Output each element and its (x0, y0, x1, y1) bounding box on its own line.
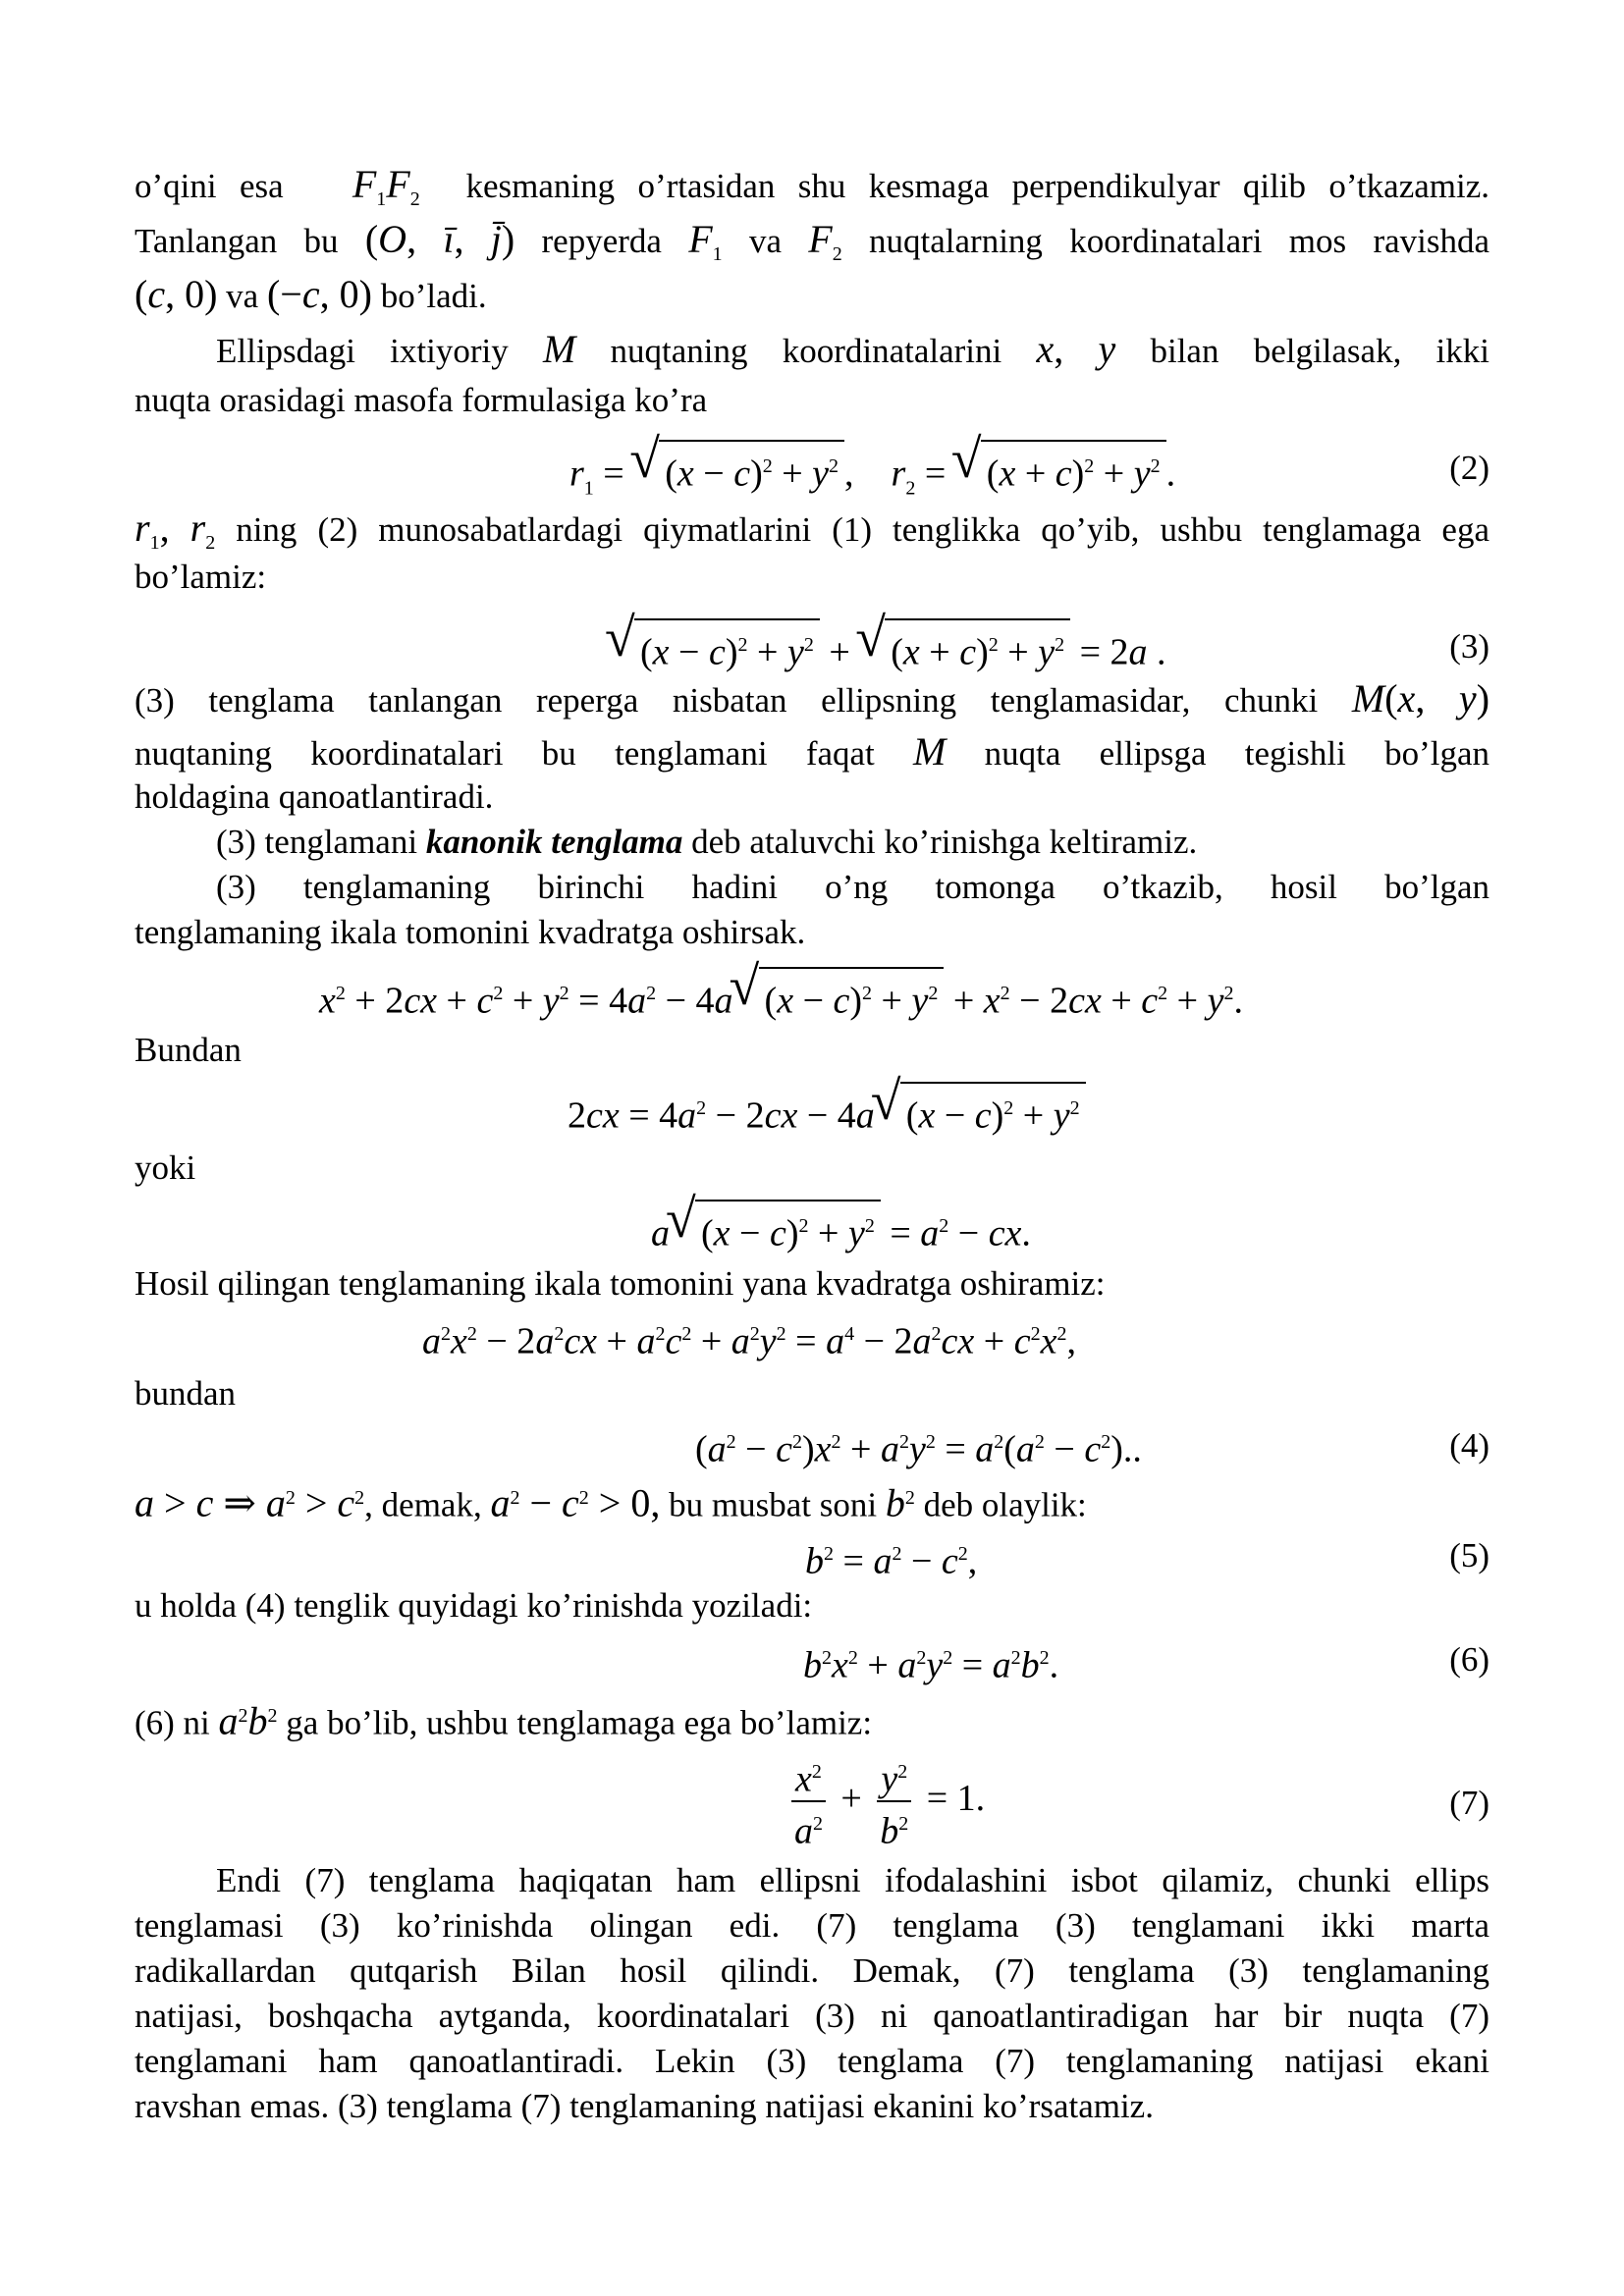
equation-yoki: a√ $(x - c)^2 + y^2 = a^2$ − cx. (651, 1200, 1031, 1255)
text-line: Hosil qilingan tenglamaning ikala tomonini yana kvadratga oshiramiz: (135, 1264, 1106, 1303)
equation-number: (2) (1449, 449, 1489, 487)
equation-3: √ $(x - c)^2 + y^2$ + √ $(x + c)^2 + y^2 = 2a$ . (609, 618, 1166, 673)
text-line: bundan (135, 1374, 237, 1413)
text-line: Tanlangan bu (O, ī, j̄) repyerda $F_1$ va $F_2$ nuqtalarning koordinatalari mos ravishda (135, 217, 1490, 265)
text-line: $r_1$, $r_2$ ning (2) munosabatlardagi qiymatlarini (1) tenglikka qo’yib, ushbu tenglamaga ega (135, 506, 1489, 554)
equation-number: (5) (1449, 1536, 1489, 1575)
text-line: u holda (4) tenglik quyidagi ko’rinishda yoziladi: (135, 1586, 813, 1625)
text-line: tenglamasi (3) ko’rinishda olingan edi. (7) tenglama (3) tenglamani ikki marta (135, 1906, 1489, 1945)
equation-2: $r_1$ = √ $(x - c)^2 + y^2$ , $r_2$ = √ $(x + c)^2 + y^2$ . (569, 440, 1175, 495)
text-line: nuqtaning koordinatalari bu tenglamani faqat M nuqta ellipsga tegishli bo’lgan (135, 729, 1489, 774)
text-line: o’qini esa $F_1F_2$ kesmaning o’rtasidan shu kesmaga perpendikulyar qilib o’tkazamiz. (135, 162, 1489, 210)
equation-7: $\frac{x^2}{a^2}$ + $\frac{y^2}{b^2}$ = 1. (785, 1749, 985, 1847)
text-line: natijasi, boshqacha aytganda, koordinatalari (3) ni qanoatlantiradigan har bir nuqta (7) (135, 1997, 1489, 2035)
text-line: Endi (7) tenglama haqiqatan ham ellipsni ifodalashini isbot qilamiz, chunki ellips (216, 1861, 1489, 1899)
equation-number: (6) (1449, 1640, 1489, 1679)
text-line: a > c ⇒ $a^2 > c^2$, demak, $a^2 - c^2 > 0$, bu musbat soni $b^2$ deb olaylik: (135, 1480, 1087, 1525)
text-line: Ellipsdagi ixtiyoriy M nuqtaning koordinatalarini x, y bilan belgilasak, ikki (216, 327, 1490, 371)
text-line: ravshan emas. (3) tenglama (7) tenglamaning natijasi ekanini ko’rsatamiz. (135, 2087, 1154, 2125)
text-line: yoki (135, 1148, 196, 1187)
equation-number: (4) (1449, 1426, 1489, 1465)
text-line: tenglamani ham qanoatlantiradi. Lekin (3) tenglama (7) tenglamaning natijasi ekani (135, 2042, 1489, 2080)
text-line: holdagina qanoatlantiradi. (135, 777, 494, 816)
text-line: (3) tenglamani kanonik tenglama deb ataluvchi ko’rinishga keltiramiz. (216, 823, 1198, 861)
equation-4: $(a^2 - c^2)x^2 + a^2y^2 = a^2(a^2 - c^2)$.. (695, 1428, 1142, 1470)
text-line: nuqta orasidagi masofa formulasiga ko’ra (135, 381, 708, 419)
text-line: (3) tenglama tanlangan reperga nisbatan ellipsning tenglamasidar, chunki M(x, y) (135, 676, 1490, 721)
equation-expanded: $x^2 + 2cx + c^2 + y^2 = 4a^2 - 4a√$ $(x - c)^2 + y^2 + x^2 - 2cx + c^2 + y^2$. (319, 967, 1243, 1022)
text-line: tenglamaning ikala tomonini kvadratga oshirsak. (135, 913, 806, 951)
equation-bundan: $2cx = 4a^2 - 2cx - 4a√$ $(x - c)^2 + y^2$ (568, 1082, 1086, 1137)
equation-number: (3) (1449, 627, 1489, 666)
text-line: radikallardan qutqarish Bilan hosil qilindi. Demak, (7) tenglama (3) tenglamaning (135, 1951, 1489, 1990)
text-line: (6) ni $a^2b^2$ ga bo’lib, ushbu tenglamaga ega bo’lamiz: (135, 1698, 873, 1743)
text-line: bo’lamiz: (135, 558, 267, 596)
text-line: (c, 0) va (−c, 0) bo’ladi. (135, 272, 487, 316)
text-line: (3) tenglamaning birinchi hadini o’ng tomonga o’tkazib, hosil bo’lgan (216, 868, 1489, 906)
equation-6: $b^2x^2 + a^2y^2 = a^2b^2$. (803, 1644, 1059, 1686)
equation-5: $b^2 = a^2 - c^2$, (805, 1540, 978, 1582)
text-line: Bundan (135, 1031, 242, 1069)
equation-squared: $a^2x^2 - 2a^2cx + a^2c^2 + a^2y^2 = a^4 - 2a^2cx + c^2x^2$, (422, 1320, 1076, 1362)
equation-number: (7) (1449, 1784, 1489, 1822)
